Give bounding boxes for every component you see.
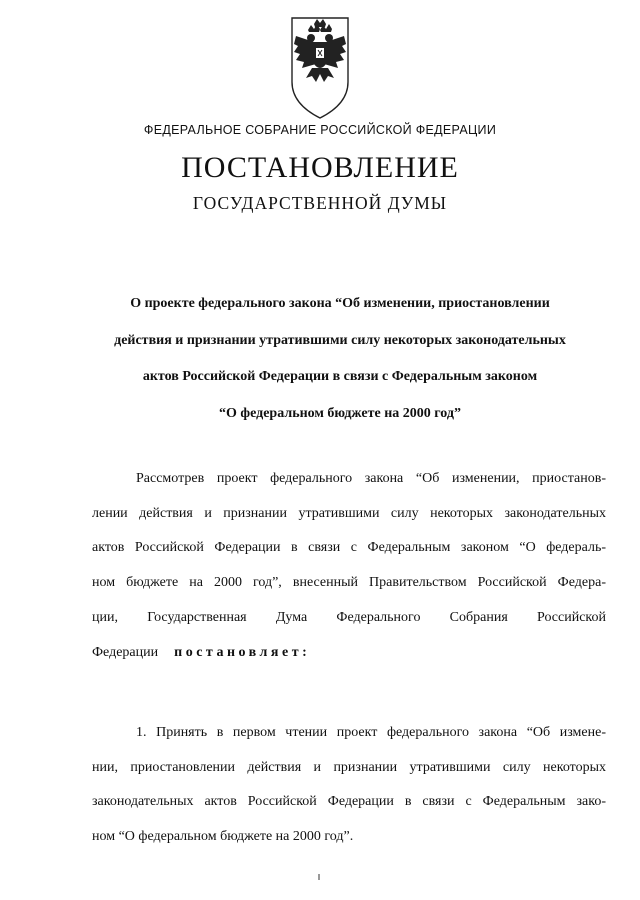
paragraph-line: актов Российской Федерации в связи с Федеральным законом “О федераль- — [92, 540, 606, 556]
state-emblem-icon — [288, 16, 352, 120]
paragraph-line: ции, Государственная Дума Федерального Собрания Российской — [92, 609, 606, 625]
document-title — [80, 286, 600, 432]
title-line: “О федеральном бюджете на 2000 год” — [219, 405, 461, 421]
paragraph-line: ном бюджете на 2000 год”, внесенный Правительством Российской Федера- — [92, 575, 606, 591]
document-type-heading: ПОСТАНОВЛЕНИЕ — [181, 151, 459, 184]
paragraph-line: законодательных актов Российской Федерации в связи с Федеральным зако- — [92, 794, 606, 810]
item-1-paragraph — [92, 716, 606, 855]
paragraph-line: 1. Принять в первом чтении проект федерального закона “Об измене- — [136, 725, 606, 740]
parliament-name: ФЕДЕРАЛЬНОЕ СОБРАНИЕ РОССИЙСКОЙ ФЕДЕРАЦИИ — [143, 123, 497, 137]
preamble-paragraph — [92, 462, 606, 670]
issuing-body-heading: ГОСУДАРСТВЕННОЙ ДУМЫ — [192, 193, 448, 213]
paragraph-line: Рассмотрев проект федерального закона “Об изменении, приостанов- — [136, 471, 606, 486]
title-line: действия и признании утратившими силу некоторых законодательных — [114, 332, 566, 348]
decree-word: постановляет: — [174, 644, 311, 660]
paragraph-line: лении действия и признании утратившими силу некоторых законодательных — [92, 505, 606, 521]
scan-speck — [318, 874, 320, 880]
paragraph-line: нии, приостановлении действия и признании утратившими силу некоторых — [92, 759, 606, 775]
title-line: О проекте федерального закона “Об изменении, приостановлении — [130, 296, 550, 311]
title-line: актов Российской Федерации в связи с Федеральным законом — [142, 369, 538, 384]
paragraph-text: Федерации — [92, 644, 159, 660]
paragraph-line: ном “О федеральном бюджете на 2000 год”. — [92, 829, 354, 845]
paragraph-line — [92, 636, 606, 671]
